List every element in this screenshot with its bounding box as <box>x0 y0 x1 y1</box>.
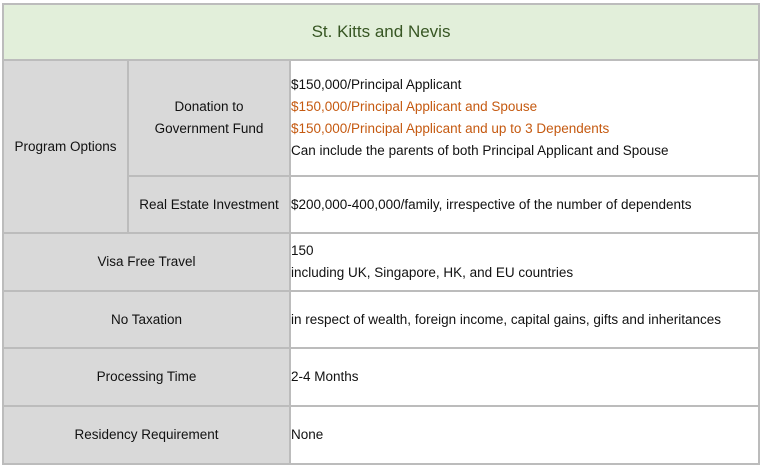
donation-values <box>290 60 759 176</box>
visa-free-value <box>290 233 759 291</box>
donation-option-principal: $150,000/Principal Applicant <box>291 77 462 92</box>
program-options-label: Program Options <box>3 60 128 233</box>
no-taxation-label: No Taxation <box>3 291 290 348</box>
donation-label <box>128 60 290 176</box>
residency-label: Residency Requirement <box>3 406 290 464</box>
processing-time-row <box>3 348 759 406</box>
visa-free-detail: including UK, Singapore, HK, and EU countries <box>291 265 574 280</box>
title-row <box>3 4 759 60</box>
donation-label-line1: Donation to <box>174 99 244 114</box>
visa-free-count: 150 <box>291 243 314 258</box>
no-taxation-row <box>3 291 759 348</box>
residency-value: None <box>290 406 759 464</box>
donation-option-spouse: $150,000/Principal Applicant and Spouse <box>291 99 538 114</box>
processing-time-value: 2-4 Months <box>290 348 759 406</box>
processing-time-label: Processing Time <box>3 348 290 406</box>
residency-row <box>3 406 759 464</box>
donation-option-parents-note: Can include the parents of both Principal Applicant and Spouse <box>291 143 669 158</box>
real-estate-value <box>290 176 759 233</box>
real-estate-label: Real Estate Investment <box>128 176 290 233</box>
real-estate-value-text: $200,000-400,000/family, irrespective of the number of dependents <box>291 196 692 212</box>
no-taxation-value-text: in respect of wealth, foreign income, capital gains, gifts and inheritances <box>291 311 721 327</box>
citizenship-program-table <box>2 3 760 465</box>
donation-row <box>3 60 759 176</box>
table-title: St. Kitts and Nevis <box>3 4 759 60</box>
visa-free-label: Visa Free Travel <box>3 233 290 291</box>
visa-free-row <box>3 233 759 291</box>
no-taxation-value <box>290 291 759 348</box>
donation-option-dependents: $150,000/Principal Applicant and up to 3 Dependents <box>291 121 610 136</box>
donation-label-line2: Government Fund <box>154 121 264 136</box>
